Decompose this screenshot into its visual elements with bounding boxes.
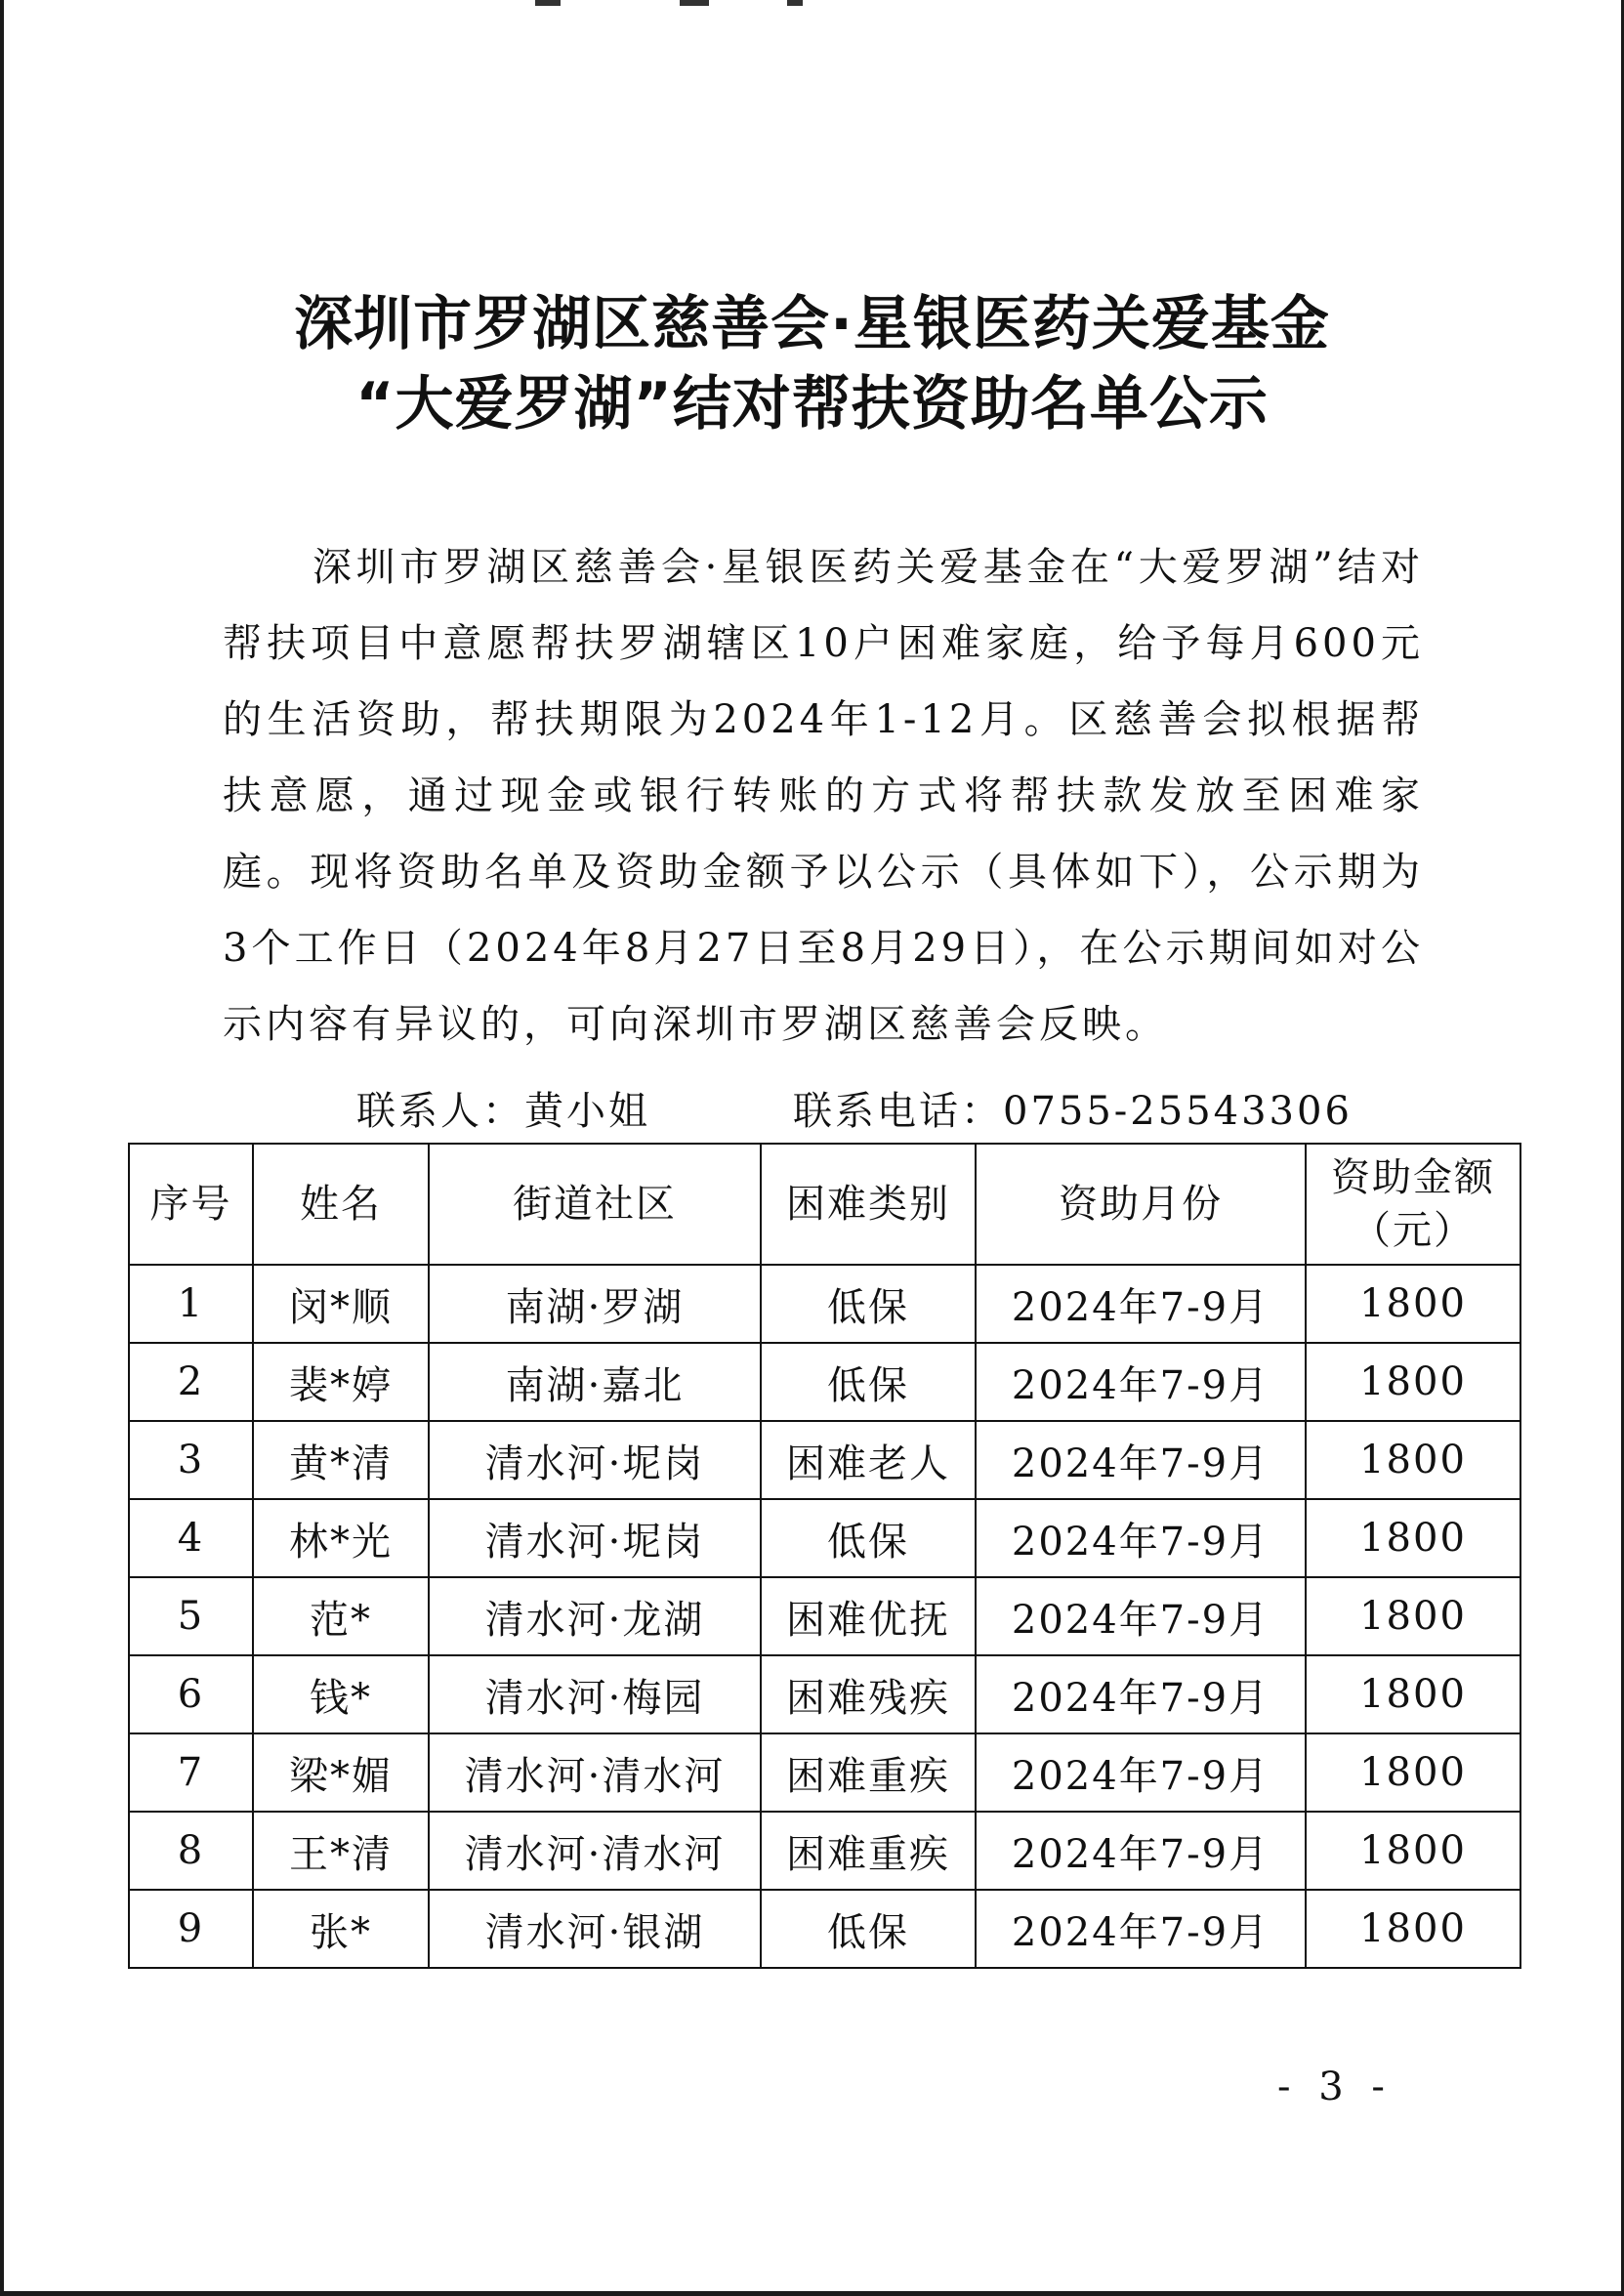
cell-months: 2024年7-9月 [976,1733,1306,1812]
cell-amount: 1800 [1306,1421,1520,1499]
cell-category: 困难优抚 [761,1577,976,1655]
cell-no: 8 [129,1812,253,1890]
cell-amount: 1800 [1306,1577,1520,1655]
cell-amount: 1800 [1306,1343,1520,1421]
table-row [129,1890,1520,1968]
cell-name: 梁*媚 [253,1733,429,1812]
cell-name: 王*清 [253,1812,429,1890]
cell-category: 低保 [761,1265,976,1343]
cell-category: 困难重疾 [761,1733,976,1812]
table-row [129,1343,1520,1421]
cell-name: 范* [253,1577,429,1655]
cell-name: 林*光 [253,1499,429,1577]
cell-name: 裴*婷 [253,1343,429,1421]
cell-community: 清水河·坭岗 [429,1499,761,1577]
table-row [129,1421,1520,1499]
cell-community: 清水河·龙湖 [429,1577,761,1655]
cell-no: 2 [129,1343,253,1421]
cell-category: 困难重疾 [761,1812,976,1890]
header-amount-line2: （元） [1352,1208,1475,1253]
table-row [129,1499,1520,1577]
cell-amount: 1800 [1306,1655,1520,1733]
cell-community: 清水河·银湖 [429,1890,761,1968]
cell-amount: 1800 [1306,1265,1520,1343]
table-row [129,1265,1520,1343]
contact-phone: 联系电话：0755-25543306 [793,1089,1353,1134]
cell-category: 困难老人 [761,1421,976,1499]
header-amount-line1: 资助金额 [1331,1155,1495,1200]
document-title-line2: “大爱罗湖”结对帮扶资助名单公示 [355,370,1269,438]
cell-months: 2024年7-9月 [976,1812,1306,1890]
scan-top-marks [535,0,828,8]
cell-amount: 1800 [1306,1812,1520,1890]
aid-recipient-table [128,1143,1521,1969]
cell-name: 钱* [253,1655,429,1733]
cell-months: 2024年7-9月 [976,1499,1306,1577]
cell-community: 南湖·嘉北 [429,1343,761,1421]
cell-months: 2024年7-9月 [976,1265,1306,1343]
table-row [129,1812,1520,1890]
table-row [129,1577,1520,1655]
document-title-line1: 深圳市罗湖区慈善会·星银医药关爱基金 [294,290,1330,358]
cell-category: 低保 [761,1890,976,1968]
header-no: 序号 [129,1144,253,1265]
cell-months: 2024年7-9月 [976,1655,1306,1733]
header-months: 资助月份 [976,1144,1306,1265]
header-amount [1306,1144,1520,1265]
cell-community: 清水河·坭岗 [429,1421,761,1499]
table-header-row [129,1144,1520,1265]
header-community: 街道社区 [429,1144,761,1265]
cell-community: 清水河·清水河 [429,1733,761,1812]
cell-no: 6 [129,1655,253,1733]
header-category: 困难类别 [761,1144,976,1265]
cell-amount: 1800 [1306,1499,1520,1577]
cell-no: 4 [129,1499,253,1577]
cell-category: 低保 [761,1499,976,1577]
notice-paragraph: 深圳市罗湖区慈善会·星银医药关爱基金在“大爱罗湖”结对帮扶项目中意愿帮扶罗湖辖区10户困难家庭，给予每月600元的生活资助，帮扶期限为2024年1-12月。区慈善会拟根据帮扶意愿，通过现金或银行转账的方式将帮扶款发放至困难家庭。现将资助名单及资助金额予以公示（具体如下），公示期为3个工作日（2024年8月27日至8月29日），在公示期间如对公示内容有异议的，可向深圳市罗湖区慈善会反映。 [223,545,1424,1047]
contact-person: 联系人：黄小姐 [356,1089,650,1134]
cell-no: 7 [129,1733,253,1812]
cell-no: 5 [129,1577,253,1655]
cell-months: 2024年7-9月 [976,1577,1306,1655]
page-number: - 3 - [1277,2065,1393,2109]
table-row [129,1733,1520,1812]
cell-category: 困难残疾 [761,1655,976,1733]
cell-no: 1 [129,1265,253,1343]
scan-edge-bottom [0,2291,1624,2296]
cell-community: 清水河·清水河 [429,1812,761,1890]
cell-months: 2024年7-9月 [976,1890,1306,1968]
cell-months: 2024年7-9月 [976,1421,1306,1499]
cell-community: 清水河·梅园 [429,1655,761,1733]
cell-name: 黄*清 [253,1421,429,1499]
header-name: 姓名 [253,1144,429,1265]
cell-amount: 1800 [1306,1890,1520,1968]
table-row [129,1655,1520,1733]
cell-name: 闵*顺 [253,1265,429,1343]
cell-no: 3 [129,1421,253,1499]
cell-amount: 1800 [1306,1733,1520,1812]
cell-community: 南湖·罗湖 [429,1265,761,1343]
cell-name: 张* [253,1890,429,1968]
cell-category: 低保 [761,1343,976,1421]
cell-no: 9 [129,1890,253,1968]
cell-months: 2024年7-9月 [976,1343,1306,1421]
